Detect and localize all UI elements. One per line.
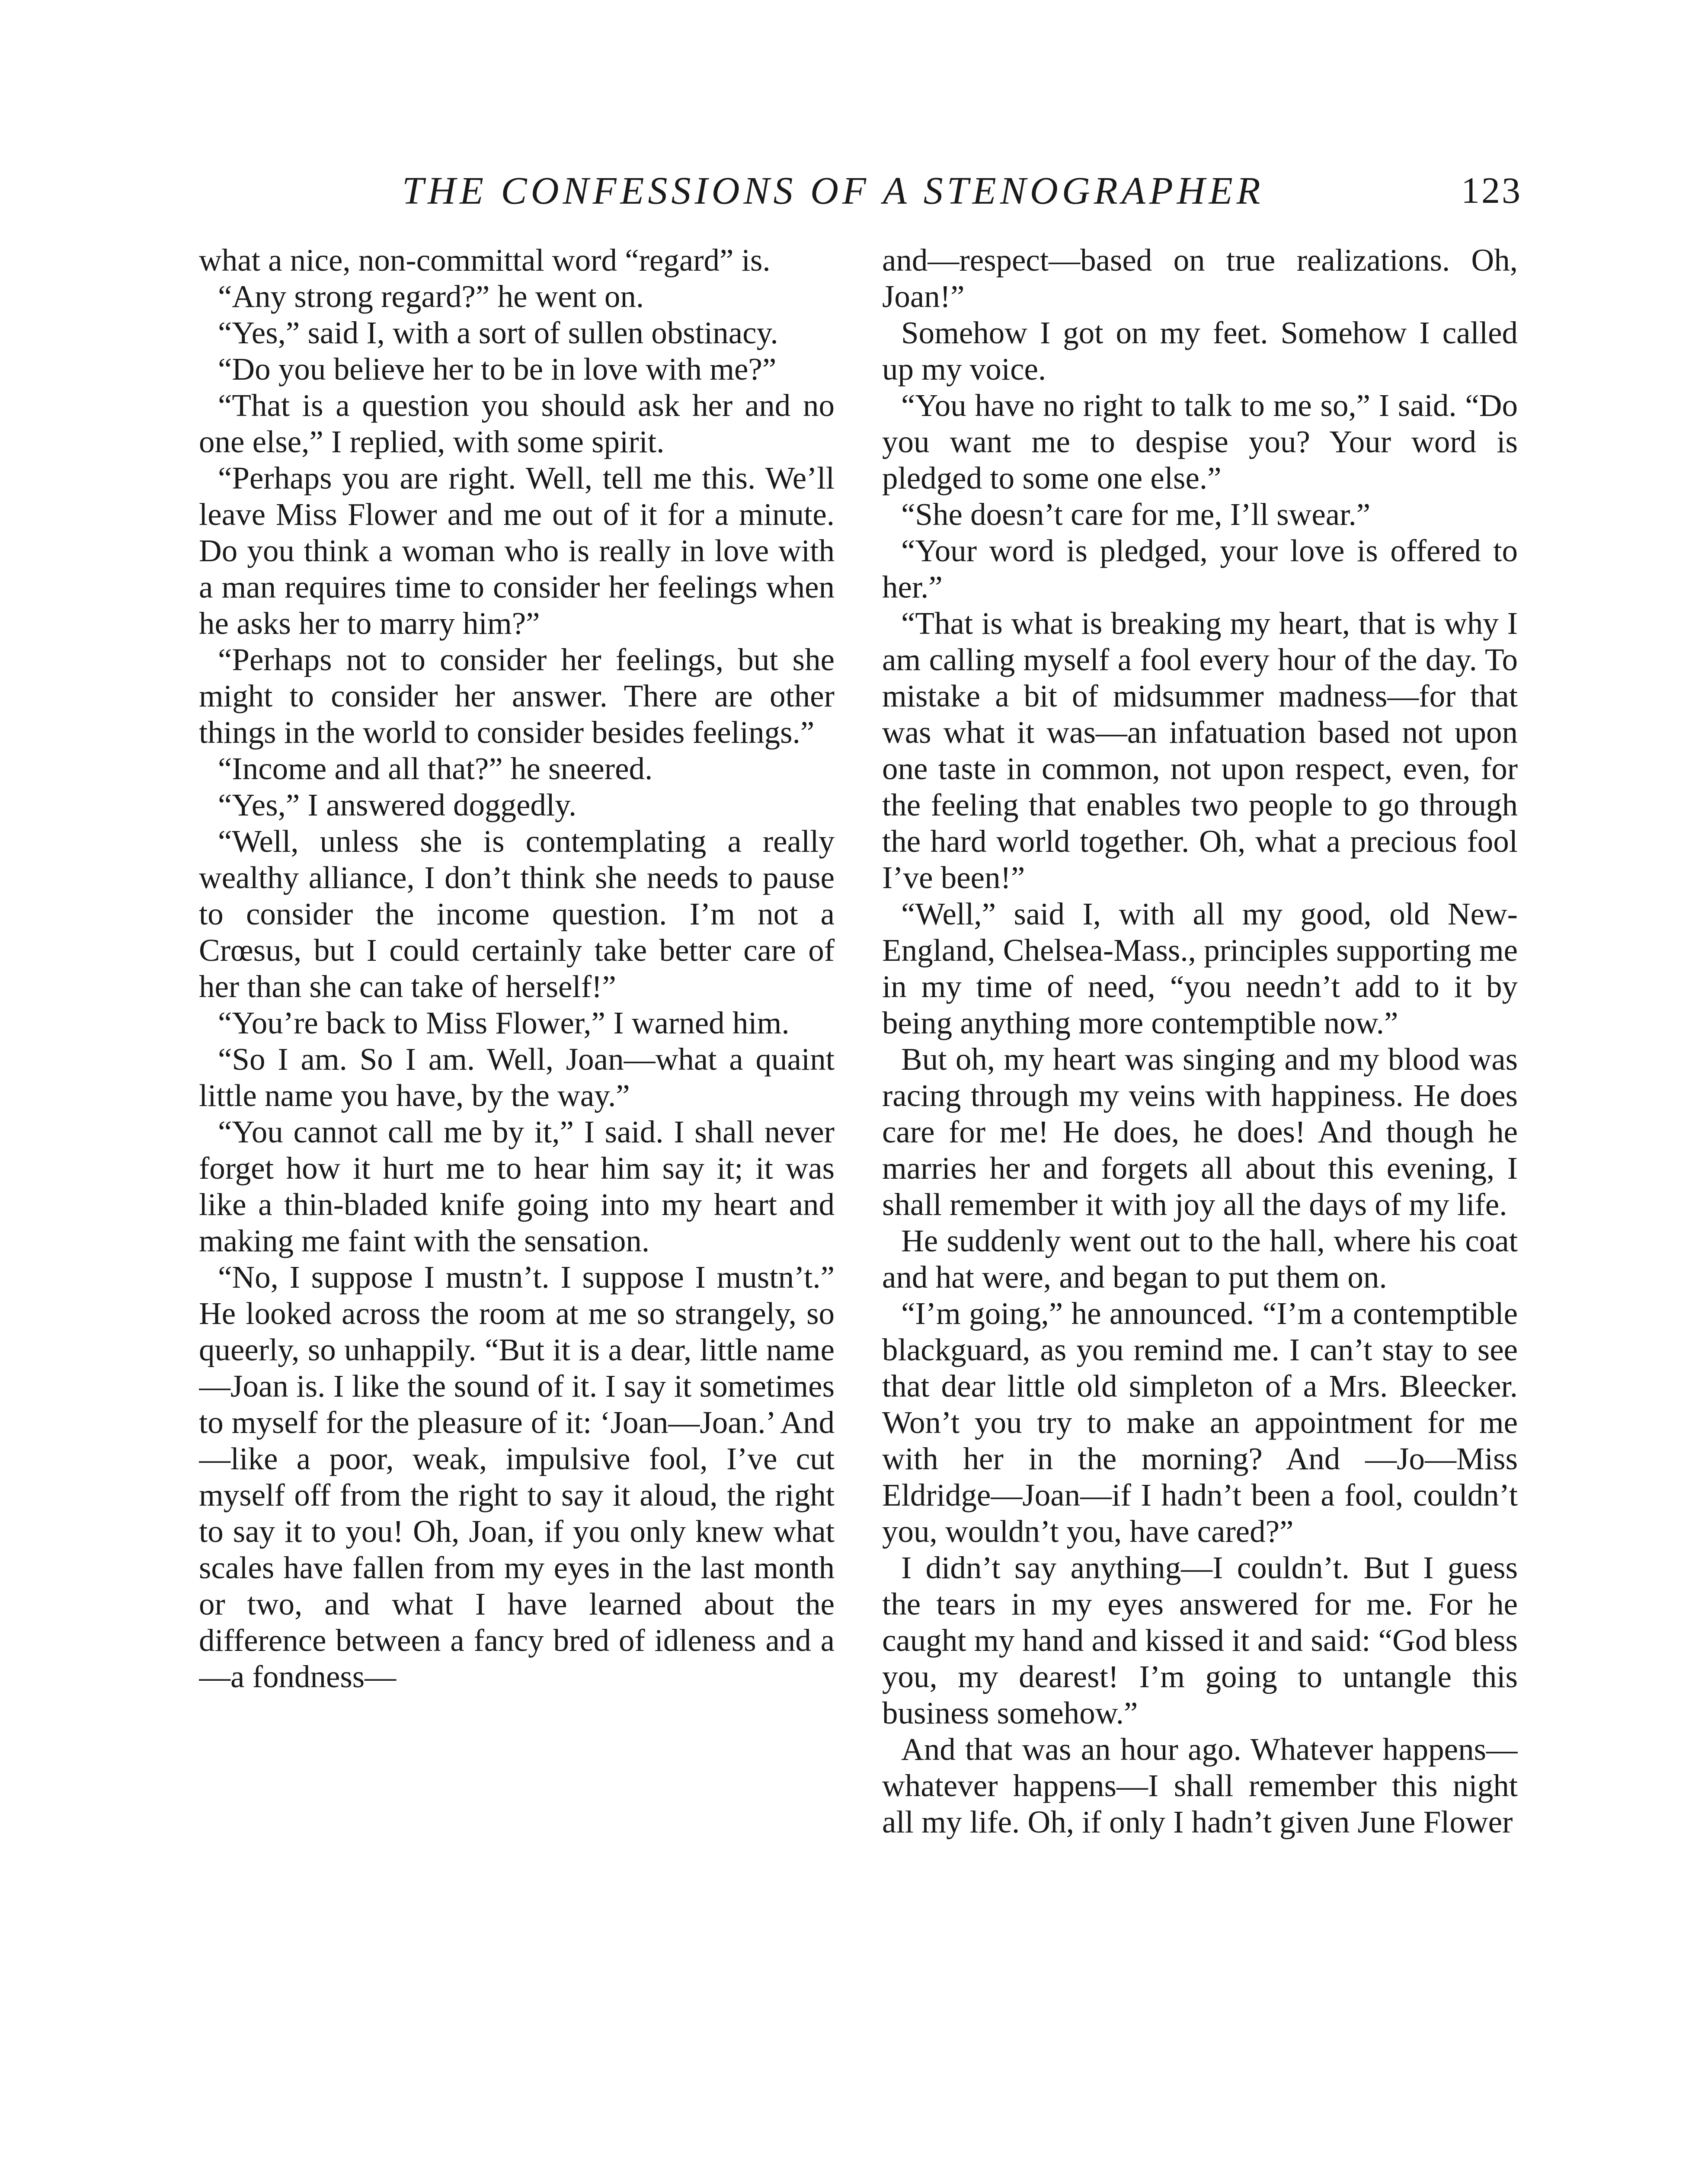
paragraph: “That is a question you should ask her and no one else,” I replied, with some spirit. [199, 388, 835, 459]
paragraph: “Yes,” said I, with a sort of sullen obstinacy. [218, 315, 778, 350]
paragraph: and—respect—based on true realizations. Oh, Joan!” [882, 243, 1518, 314]
page-number: 123 [1461, 170, 1522, 211]
paragraph: He suddenly went out to the hall, where his coat and hat were, and began to put them on. [882, 1223, 1518, 1295]
paragraph: “I’m going,” he announced. “I’m a contemptible blackguard, as you remind me. I can’t stay to see that dear little old simpleton of a Mrs. Bleecker. Won’t you try to make an appointment for me with her in the morning? And —Jo—Miss Eldridge—Joan—if I hadn’t been a fool, couldn’t you, wouldn’t you, have cared?” [882, 1296, 1518, 1549]
paragraph: “Well, unless she is contemplating a really wealthy alliance, I don’t think she needs to pause to consider the income question. I’m not a Crœsus, but I could certainly take better care of her than she can take of herself!” [199, 824, 835, 1004]
paragraph: “So I am. So I am. Well, Joan—what a quaint little name you have, by the way.” [199, 1042, 835, 1113]
paragraph: “Your word is pledged, your love is offered to her.” [882, 533, 1518, 604]
paragraph: “That is what is breaking my heart, that is why I am calling myself a fool every hour of the day. To mistake a bit of midsummer madness—for that was what it was—an infatuation based not upon one taste in common, not upon respect, even, for the feeling that enables two people to go through the hard world together. Oh, what a precious fool I’ve been!” [882, 606, 1518, 895]
running-header [199, 169, 1522, 225]
paragraph: I didn’t say anything—I couldn’t. But I guess the tears in my eyes answered for me. For he caught my hand and kissed it and said: “God bless you, my dearest! I’m going to untangle this business somehow.” [882, 1550, 1518, 1730]
text-column-left [199, 242, 835, 2162]
paragraph: “Perhaps you are right. Well, tell me this. We’ll leave Miss Flower and me out of it for a minute. Do you think a woman who is really in love with a man requires time to consider her feelings when he asks her to marry him?” [199, 461, 835, 641]
paragraph: “You have no right to talk to me so,” I said. “Do you want me to despise you? Your word is pledged to some one else.” [882, 388, 1518, 496]
paragraph: And that was an hour ago. Whatever happens—whatever happens—I shall remember this night all my life. Oh, if only I hadn’t given June Flower [882, 1732, 1518, 1839]
paragraph: But oh, my heart was singing and my blood was racing through my veins with happiness. He does care for me! He does, he does! And though he marries her and forgets all about this evening, I shall remember it with joy all the days of my life. [882, 1042, 1518, 1222]
running-title: THE CONFESSIONS OF A STENOGRAPHER [402, 170, 1264, 212]
paragraph: “Any strong regard?” he went on. [218, 279, 644, 314]
paragraph: “You cannot call me by it,” I said. I shall never forget how it hurt me to hear him say it; it was like a thin-bladed knife going into my heart and making me faint with the sensation. [199, 1114, 835, 1258]
paragraph: Somehow I got on my feet. Somehow I called up my voice. [882, 315, 1518, 387]
paragraph: “You’re back to Miss Flower,” I warned him. [218, 1005, 790, 1040]
text-column-right [882, 242, 1518, 2162]
paragraph: “Do you believe her to be in love with me?” [218, 352, 777, 387]
paragraph: what a nice, non-committal word “regard” is. [199, 243, 771, 278]
paragraph: “Perhaps not to consider her feelings, but she might to consider her answer. There are other things in the world to consider besides feelings.” [199, 642, 835, 750]
paragraph: “No, I suppose I mustn’t. I suppose I mustn’t.” He looked across the room at me so strangely, so queerly, so unhappily. “But it is a dear, little name —Joan is. I like the sound of it. I say it sometimes to myself for the pleasure of it: ‘Joan—Joan.’ And—like a poor, weak, impulsive fool, I’ve cut myself off from the right to say it aloud, the right to say it to you! Oh, Joan, if you only knew what scales have fallen from my eyes in the last month or two, and what I have learned about the difference between a fancy bred of idleness and a—a fondness— [199, 1260, 835, 1694]
paragraph: “Income and all that?” he sneered. [218, 751, 653, 786]
paragraph: “She doesn’t care for me, I’ll swear.” [901, 497, 1371, 532]
paragraph: “Yes,” I answered doggedly. [218, 787, 577, 822]
paragraph: “Well,” said I, with all my good, old New-England, Chelsea-Mass., principles supporting me in my time of need, “you needn’t add to it by being anything more contemptible now.” [882, 896, 1518, 1040]
